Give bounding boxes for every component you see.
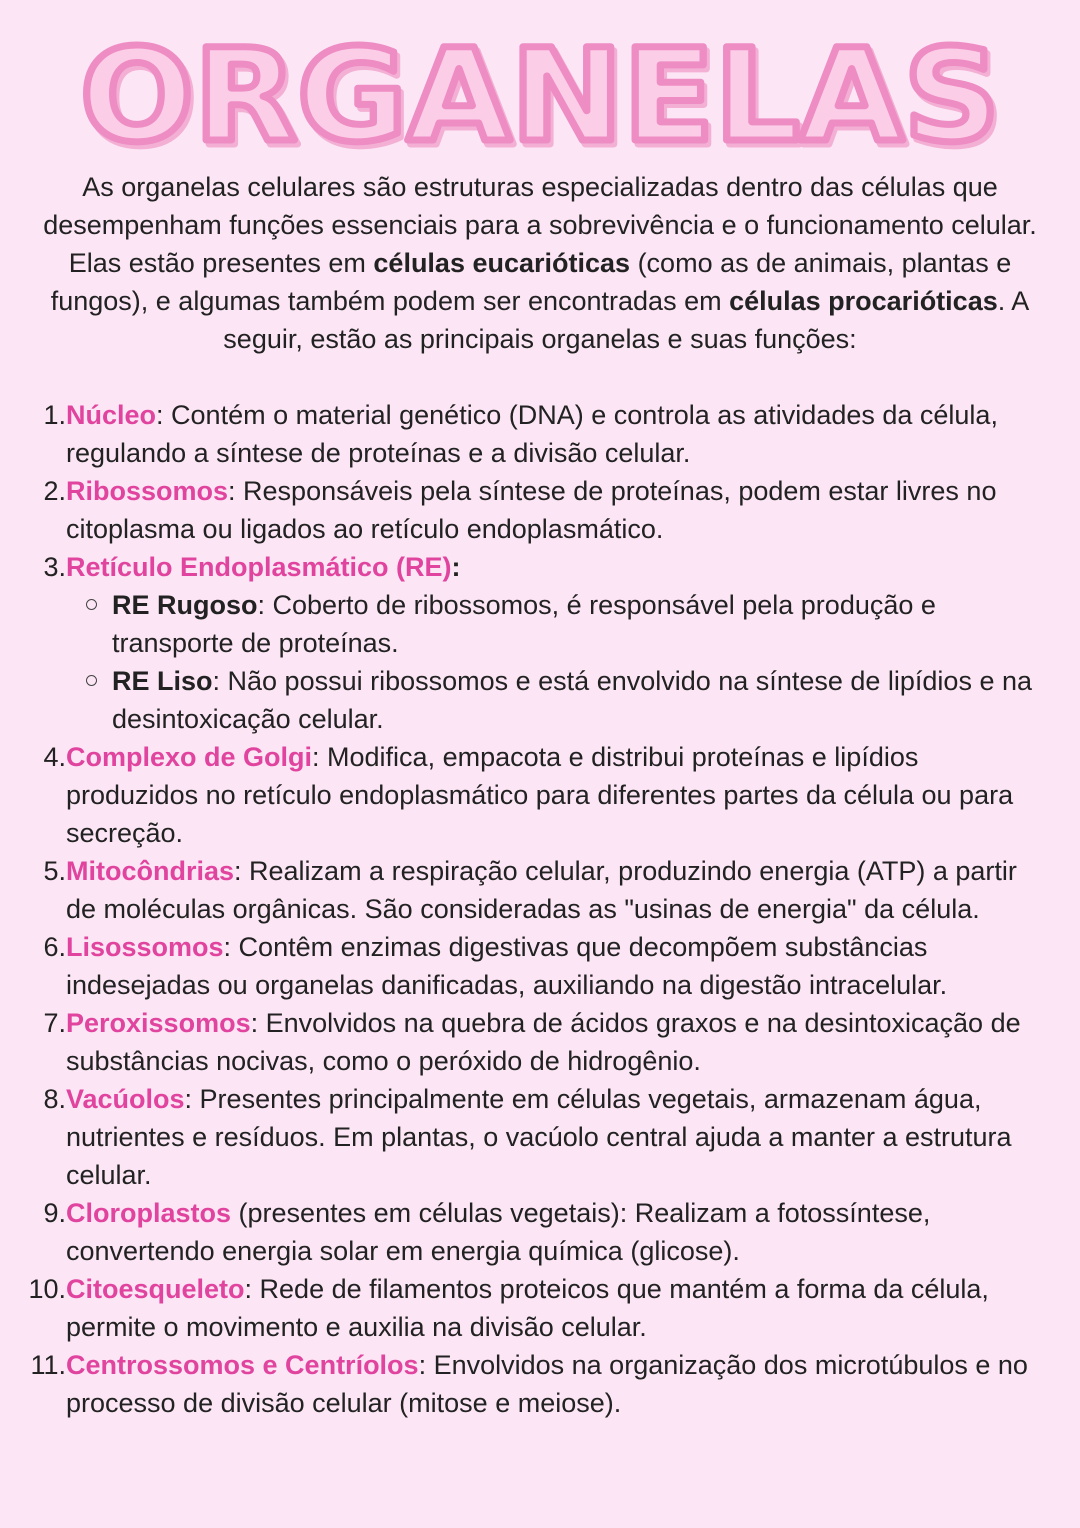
circle-bullet-icon [86, 599, 97, 610]
sub-term: RE Rugoso [112, 590, 258, 620]
circle-bullet-icon [86, 675, 97, 686]
page-title [70, 22, 1010, 162]
organelle-term: Centrossomos e Centríolos [66, 1350, 419, 1380]
list-item [0, 928, 1050, 1004]
item-number: 11. [30, 1350, 66, 1380]
intro-paragraph [40, 168, 1040, 358]
list-item [0, 1270, 1050, 1346]
organelle-description: : Modifica, empacota e distribui proteínas e lipídios produzidos no retículo endoplasmático para diferentes partes da célula ou para secreção. [66, 742, 1014, 848]
sub-list [66, 586, 1050, 738]
organelle-description: : Presentes principalmente em células vegetais, armazenam água, nutrientes e resíduos. Em plantas, o vacúolo central ajuda a manter a estrutura celular. [66, 1084, 1012, 1190]
organelle-term: Mitocôndrias [66, 856, 235, 886]
organelle-term: Lisossomos [66, 932, 224, 962]
list-item [0, 738, 1050, 852]
item-number: 1. [43, 400, 66, 430]
organelle-description: (presentes em células vegetais): Realizam a fotossíntese, convertendo energia solar em energia química (glicose). [66, 1198, 931, 1266]
sub-term: RE Liso [112, 666, 213, 696]
organelle-term: Peroxissomos [66, 1008, 251, 1038]
organelle-term: Núcleo [66, 400, 157, 430]
item-number: 6. [43, 932, 66, 962]
sub-list-item [66, 662, 1050, 738]
item-number: 7. [43, 1008, 66, 1038]
organelle-term: Complexo de Golgi [66, 742, 313, 772]
organelle-term: Retículo Endoplasmático (RE) [66, 552, 452, 582]
organelle-term: Citoesqueleto [66, 1274, 245, 1304]
list-item [0, 548, 1050, 738]
item-number: 10. [28, 1274, 66, 1304]
organelle-term: Vacúolos [66, 1084, 185, 1114]
intro-text: . A seguir, estão as principais organelas e suas funções: [223, 286, 1030, 354]
title-text: ORGANELAS [80, 22, 1000, 162]
organelle-description: : Realizam a respiração celular, produzindo energia (ATP) a partir de moléculas orgânicas. São consideradas as "usinas de energia" da célula. [66, 856, 1017, 924]
intro-bold-eukaryotic: células eucarióticas [373, 248, 631, 278]
list-item [0, 1194, 1050, 1270]
list-item [0, 396, 1050, 472]
organelle-description: : Contém o material genético (DNA) e controla as atividades da célula, regulando a síntese de proteínas e a divisão celular. [66, 400, 998, 468]
sub-description: : Não possui ribossomos e está envolvido na síntese de lipídios e na desintoxicação celular. [112, 666, 1032, 734]
organelle-description: : [451, 552, 461, 582]
item-number: 5. [43, 856, 66, 886]
item-number: 4. [43, 742, 66, 772]
intro-text: As organelas celulares são estruturas especializadas dentro das células que desempenham funções essenciais para a sobrevivência e o funcionamento celular. Elas estão presentes em [43, 172, 1037, 278]
intro-bold-prokaryotic: células procarióticas [729, 286, 998, 316]
list-item [0, 1004, 1050, 1080]
organelle-term: Ribossomos [66, 476, 229, 506]
item-number: 2. [43, 476, 66, 506]
list-item [0, 1080, 1050, 1194]
organelle-description: : Rede de filamentos proteicos que mantém a forma da célula, permite o movimento e auxilia na divisão celular. [66, 1274, 989, 1342]
organelle-description: : Envolvidos na organização dos microtúbulos e no processo de divisão celular (mitose e meiose). [66, 1350, 1028, 1418]
organelle-term: Cloroplastos [66, 1198, 232, 1228]
intro-text: (como as de animais, plantas e fungos), e algumas também podem ser encontradas em [50, 248, 1012, 316]
organelle-list [0, 396, 1050, 1422]
organelle-description: : Responsáveis pela síntese de proteínas, podem estar livres no citoplasma ou ligados ao retículo endoplasmático. [66, 476, 997, 544]
item-number: 9. [43, 1198, 66, 1228]
organelle-description: : Contêm enzimas digestivas que decompõem substâncias indesejadas ou organelas danificadas, auxiliando na digestão intracelular. [66, 932, 948, 1000]
list-item [0, 852, 1050, 928]
list-item [0, 1346, 1050, 1422]
sub-list-item [66, 586, 1050, 662]
organelle-description: : Envolvidos na quebra de ácidos graxos e na desintoxicação de substâncias nocivas, como o peróxido de hidrogênio. [66, 1008, 1021, 1076]
item-number: 3. [43, 552, 66, 582]
list-item [0, 472, 1050, 548]
item-number: 8. [43, 1084, 66, 1114]
sub-description: : Coberto de ribossomos, é responsável pela produção e transporte de proteínas. [112, 590, 936, 658]
